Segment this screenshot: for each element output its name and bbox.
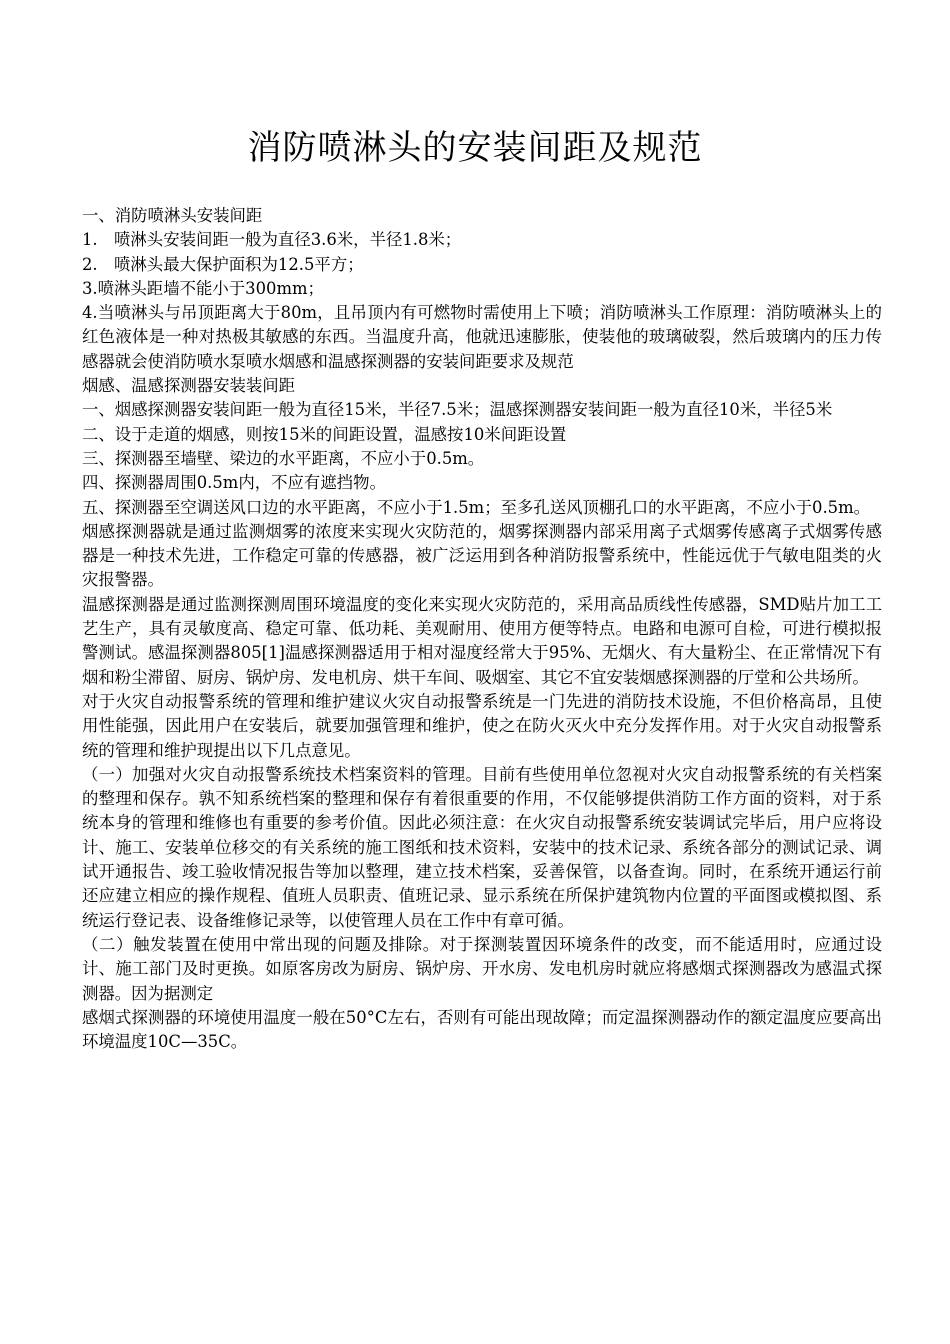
list-item: 一、烟感探测器安装间距一般为直径15米，半径7.5米；温感探测器安装间距一般为直径10米，半径5米 (82, 400, 833, 420)
list-item: 3.喷淋头距墙不能小于300mm； (82, 278, 324, 298)
list-item: 三、探测器至墙壁、梁边的水平距离，不应小于0.5m。 (82, 448, 485, 468)
paragraph: 对于火灾自动报警系统的管理和维护建议火灾自动报警系统是一门先进的消防技术设施，不但价格高昂，且使用性能强，因此用户在安装后，就要加强管理和维护，使之在防火灭火中充分发挥作用。对于火灾自动报警系统的管理和维护现提出以下几点意见。 (82, 691, 882, 760)
list-item: 4.当喷淋头与吊顶距离大于80m，且吊顶内有可燃物时需使用上下喷；消防喷淋头工作原理：消防喷淋头上的红色液体是一种对热极其敏感的东西。当温度升高，他就迅速膨胀，使装他的玻璃破裂，然后玻璃内的压力传感器就会使消防喷水泵喷水烟感和温感探测器的安装间距要求及规范 (82, 303, 882, 371)
document-body (82, 204, 882, 1054)
list-item: 2. 喷淋头最大保护面积为12.5平方； (82, 254, 364, 274)
paragraph: 烟感探测器就是通过监测烟雾的浓度来实现火灾防范的，烟雾探测器内部采用离子式烟雾传感离子式烟雾传感器是一种技术先进，工作稳定可靠的传感器，被广泛运用到各种消防报警系统中，性能远优于气敏电阻类的火灾报警器。 (82, 521, 882, 590)
list-item: 1. 喷淋头安装间距一般为直径3.6米，半径1.8米； (82, 230, 462, 250)
list-item: 四、探测器周围0.5m内，不应有遮挡物。 (82, 473, 386, 493)
paragraph: 感烟式探测器的环境使用温度一般在50°C左右，否则有可能出现故障；而定温探测器动作的额定温度应要高出环境温度10C—35C。 (82, 1007, 882, 1052)
section-heading-sprinkler: 一、消防喷淋头安装间距 (82, 206, 263, 225)
paragraph: 温感探测器是通过监测探测周围环境温度的变化来实现火灾防范的，采用高品质线性传感器，SMD贴片加工工艺生产，具有灵敏度高、稳定可靠、低功耗、美观耐用、使用方便等特点。电路和电源可自检，可进行模拟报警测试。感温探测器805[1]温感探测器适用于相对湿度经常大于95%、无烟火、有大量粉尘、在正常情况下有烟和粉尘滞留、厨房、锅炉房、发电机房、烘干车间、吸烟室、其它不宜安装烟感探测器的厅堂和公共场所。 (82, 594, 882, 687)
paragraph: （二）触发装置在使用中常出现的问题及排除。对于探测装置因环境条件的改变，而不能适用时，应通过设计、施工部门及时更换。如原客房改为厨房、锅炉房、开水房、发电机房时就应将感烟式探测器改为感温式探测器。因为据测定 (82, 934, 882, 1003)
section-heading-detector: 烟感、温感探测器安装装间距 (82, 376, 296, 396)
list-item: 二、设于走道的烟感，则按15米的间距设置，温感按10米间距设置 (82, 424, 567, 444)
paragraph: （一）加强对火灾自动报警系统技术档案资料的管理。目前有些使用单位忽视对火灾自动报警系统的有关档案的整理和保存。孰不知系统档案的整理和保存有着很重要的作用，不仅能够提供消防工作方面的资料，对于系统本身的管理和维修也有重要的参考价值。因此必须注意：在火灾自动报警系统安装调试完毕后，用户应将设计、施工、安装单位移交的有关系统的施工图纸和技术资料，安装中的技术记录、系统各部分的测试记录、调试开通报告、竣工验收情况报告等加以整理，建立技术档案，妥善保管，以备查询。同时，在系统开通运行前还应建立相应的操作规程、值班人员职责、值班记录、显示系统在所保护建筑物内位置的平面图或模拟图、系统运行登记表、设备维修记录等，以使管理人员在工作中有章可循。 (82, 764, 882, 930)
document-title: 消防喷淋头的安装间距及规范 (247, 128, 703, 168)
list-item: 五、探测器至空调送风口边的水平距离，不应小于1.5m；至多孔送风顶棚孔口的水平距离，不应小于0.5m。 (82, 497, 871, 517)
